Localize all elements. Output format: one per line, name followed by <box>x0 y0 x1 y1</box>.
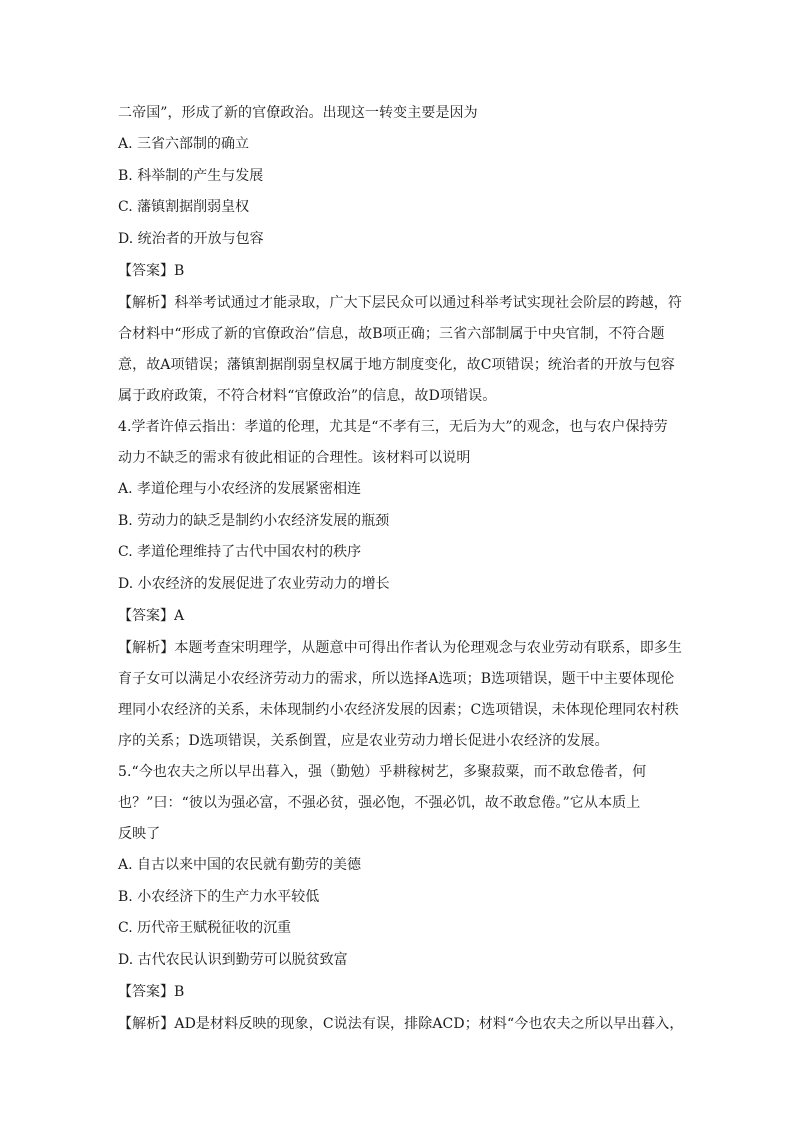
text-paragraph <box>118 98 678 129</box>
answer-options <box>118 474 678 600</box>
option-item: A. 三省六部制的确立 <box>118 136 250 152</box>
option-item: D. 古代农民认识到勤劳可以脱贫致富 <box>118 951 348 968</box>
text-line: 属于政府政策，不符合材料“官僚政治”的信息，故D项错误。 <box>118 388 497 404</box>
answer-label: 【答案】B <box>118 984 185 1000</box>
text-line: 【解析】AD是材料反映的现象，C说法有误，排除ACD；材料“今也农夫之所以早出暮入， <box>118 1016 684 1032</box>
option-item: B. 小农经济下的生产力水平较低 <box>118 888 320 905</box>
text-line: 【解析】科举考试通过才能录取，广大下层民众可以通过科举考试实现社会阶层的跨越，符 <box>118 295 682 311</box>
option-item: C. 孝道伦理维持了古代中国农村的秩序 <box>118 544 362 560</box>
option-item: C. 历代帝王赋税征收的沉重 <box>118 920 292 936</box>
option-item: D. 统治者的开放与包容 <box>118 230 264 247</box>
text-line: 序的关系；D选项错误，关系倒置，应是农业劳动力增长促进小农经济的发展。 <box>118 733 609 749</box>
option-item: A. 自古以来中国的农民就有勤劳的美德 <box>118 857 362 873</box>
text-paragraph <box>118 1009 684 1040</box>
answer-options <box>118 850 678 976</box>
answer-options <box>118 129 678 255</box>
text-line: 5.“今也农夫之所以早出暮入，强（勤勉）乎耕稼树艺，多聚菽粟，而不敢怠倦者，何 <box>118 764 647 780</box>
answer-label: 【答案】A <box>118 608 185 624</box>
text-line: 也？”曰：“彼以为强必富，不强必贫，强必饱，不强必饥，故不敢怠倦。”它从本质上 <box>118 795 641 811</box>
text-line: 意，故A项错误；藩镇割据削弱皇权属于地方制度变化，故C项错误；统治者的开放与包容 <box>118 357 675 373</box>
answer-label: 【答案】B <box>118 263 185 279</box>
text-paragraph <box>118 288 682 412</box>
text-line: 4.学者许倬云指出：孝道的伦理，尤其是“不孝有三，无后为大”的观念，也与农户保持劳 <box>118 419 668 435</box>
text-paragraph <box>118 633 682 757</box>
text-line: 动力不缺乏的需求有彼此相证的合理性。该材料可以说明 <box>118 450 471 466</box>
text-line: 理同小农经济的关系，未体现制约小农经济发展的因素；C选项错误，未体现伦理同农村秩 <box>118 702 679 718</box>
option-item: A. 孝道伦理与小农经济的发展紧密相连 <box>118 481 362 497</box>
text-paragraph <box>118 757 678 850</box>
text-paragraph <box>118 412 678 474</box>
text-line: 反映了 <box>118 826 161 842</box>
option-item: B. 劳动力的缺乏是制约小农经济发展的瓶颈 <box>118 512 390 529</box>
document-page <box>118 98 684 1040</box>
option-item: C. 藩镇割据削弱皇权 <box>118 199 250 215</box>
text-line: 二帝国”，形成了新的官僚政治。出现这一转变主要是因为 <box>118 105 478 121</box>
option-item: B. 科举制的产生与发展 <box>118 167 264 184</box>
option-item: D. 小农经济的发展促进了农业劳动力的增长 <box>118 575 390 592</box>
text-line: 【解析】本题考查宋明理学，从题意中可得出作者认为伦理观念与农业劳动有联系，即多生 <box>118 640 682 656</box>
text-line: 育子女可以满足小农经济劳动力的需求，所以选择A选项；B选项错误，题干中主要体现伦 <box>118 671 675 687</box>
text-line: 合材料中“形成了新的官僚政治”信息，故B项正确；三省六部制属于中央官制，不符合题 <box>118 326 665 342</box>
